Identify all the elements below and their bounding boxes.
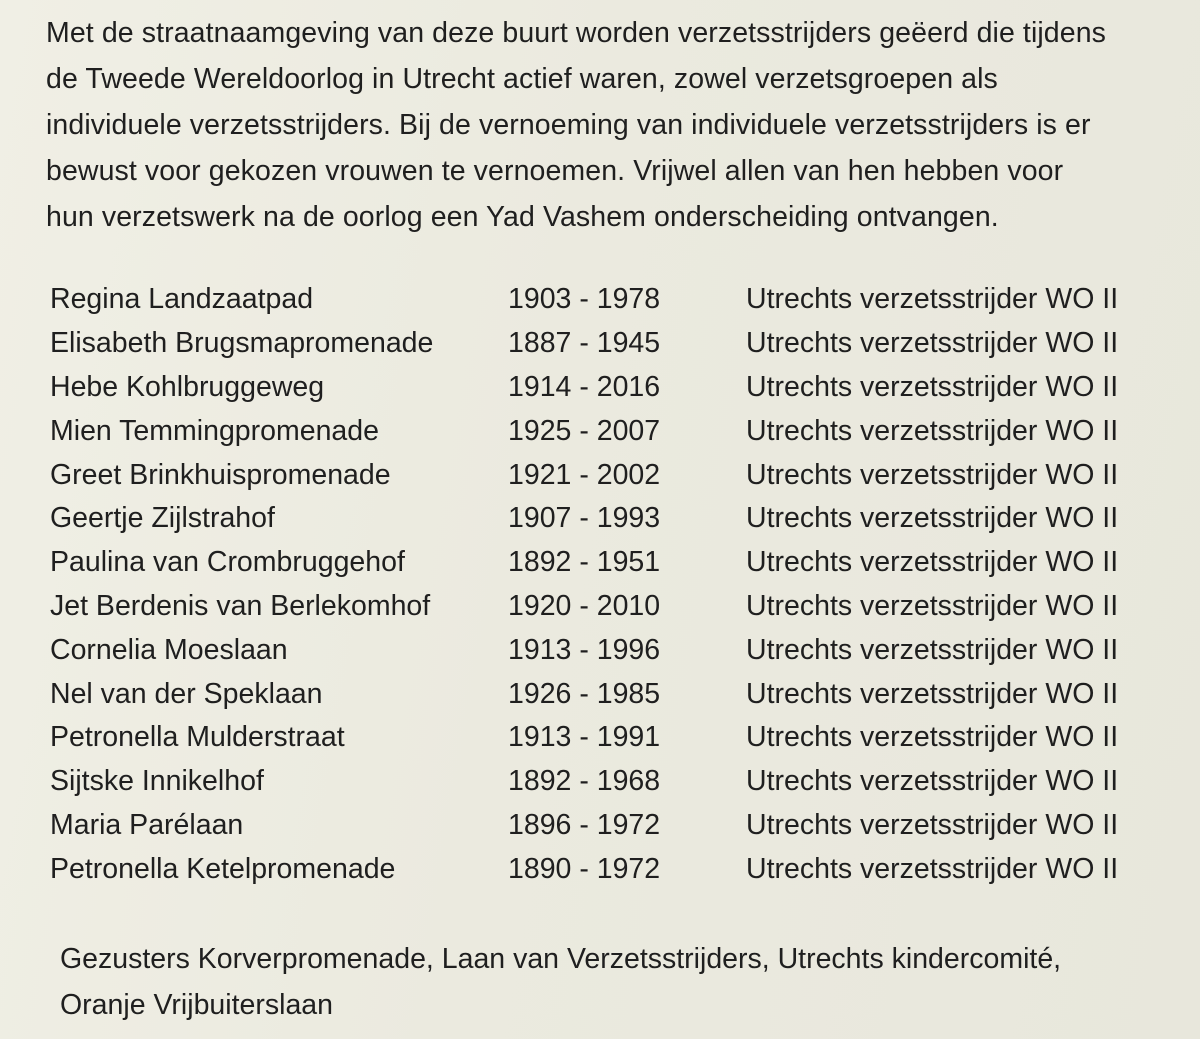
footer-line: Oranje Vrijbuiterslaan bbox=[60, 989, 333, 1021]
table-row bbox=[50, 409, 1160, 453]
life-years: 1913 - 1991 bbox=[508, 721, 661, 754]
life-years: 1907 - 1993 bbox=[508, 502, 661, 535]
table-row bbox=[50, 541, 1160, 585]
street-description: Utrechts verzetsstrijder WO II bbox=[746, 721, 1119, 754]
intro-line: bewust voor gekozen vrouwen te vernoemen. Vrijwel allen van hen hebben voor bbox=[46, 155, 1064, 187]
life-years: 1887 - 1945 bbox=[508, 327, 661, 360]
street-description: Utrechts verzetsstrijder WO II bbox=[746, 283, 1119, 316]
street-description: Utrechts verzetsstrijder WO II bbox=[746, 808, 1119, 841]
street-name: Cornelia Moeslaan bbox=[50, 633, 288, 666]
life-years: 1913 - 1996 bbox=[508, 633, 661, 666]
street-name: Regina Landzaatpad bbox=[50, 283, 314, 316]
street-description: Utrechts verzetsstrijder WO II bbox=[746, 677, 1119, 710]
table-row bbox=[50, 760, 1160, 804]
street-name: Sijtske Innikelhof bbox=[50, 765, 264, 798]
table-row bbox=[50, 672, 1160, 716]
street-name-table bbox=[50, 278, 1160, 891]
street-name: Petronella Mulderstraat bbox=[50, 721, 345, 754]
street-description: Utrechts verzetsstrijder WO II bbox=[746, 370, 1119, 403]
street-name: Elisabeth Brugsmapromenade bbox=[50, 327, 434, 360]
life-years: 1890 - 1972 bbox=[508, 852, 661, 885]
life-years: 1903 - 1978 bbox=[508, 283, 661, 316]
footer-paragraph bbox=[60, 936, 1170, 1028]
street-description: Utrechts verzetsstrijder WO II bbox=[746, 414, 1119, 447]
intro-line: de Tweede Wereldoorlog in Utrecht actief waren, zowel verzetsgroepen als bbox=[46, 63, 998, 95]
street-description: Utrechts verzetsstrijder WO II bbox=[746, 546, 1119, 579]
intro-line: Met de straatnaamgeving van deze buurt worden verzetsstrijders geëerd die tijdens bbox=[46, 17, 1107, 49]
street-name: Mien Temmingpromenade bbox=[50, 414, 379, 447]
street-description: Utrechts verzetsstrijder WO II bbox=[746, 502, 1119, 535]
intro-paragraph bbox=[46, 10, 1186, 240]
street-name: Nel van der Speklaan bbox=[50, 677, 323, 710]
street-description: Utrechts verzetsstrijder WO II bbox=[746, 852, 1119, 885]
life-years: 1925 - 2007 bbox=[508, 414, 661, 447]
intro-line: hun verzetswerk na de oorlog een Yad Vashem onderscheiding ontvangen. bbox=[46, 201, 999, 233]
life-years: 1926 - 1985 bbox=[508, 677, 661, 710]
table-row bbox=[50, 628, 1160, 672]
life-years: 1920 - 2010 bbox=[508, 589, 661, 622]
table-row bbox=[50, 453, 1160, 497]
street-description: Utrechts verzetsstrijder WO II bbox=[746, 589, 1119, 622]
table-row bbox=[50, 585, 1160, 629]
street-description: Utrechts verzetsstrijder WO II bbox=[746, 458, 1119, 491]
street-description: Utrechts verzetsstrijder WO II bbox=[746, 633, 1119, 666]
street-description: Utrechts verzetsstrijder WO II bbox=[746, 765, 1119, 798]
table-row bbox=[50, 716, 1160, 760]
street-name: Petronella Ketelpromenade bbox=[50, 852, 396, 885]
street-name: Geertje Zijlstrahof bbox=[50, 502, 275, 535]
life-years: 1914 - 2016 bbox=[508, 370, 661, 403]
street-name: Hebe Kohlbruggeweg bbox=[50, 370, 325, 403]
life-years: 1896 - 1972 bbox=[508, 808, 661, 841]
intro-line: individuele verzetsstrijders. Bij de vernoeming van individuele verzetsstrijders is er bbox=[46, 109, 1091, 141]
street-name: Greet Brinkhuispromenade bbox=[50, 458, 391, 491]
life-years: 1921 - 2002 bbox=[508, 458, 661, 491]
life-years: 1892 - 1951 bbox=[508, 546, 661, 579]
life-years: 1892 - 1968 bbox=[508, 765, 661, 798]
table-row bbox=[50, 322, 1160, 366]
table-row bbox=[50, 366, 1160, 410]
street-name: Maria Parélaan bbox=[50, 808, 244, 841]
table-row bbox=[50, 497, 1160, 541]
table-row bbox=[50, 804, 1160, 848]
street-description: Utrechts verzetsstrijder WO II bbox=[746, 327, 1119, 360]
street-name: Jet Berdenis van Berlekomhof bbox=[50, 589, 431, 622]
footer-line: Gezusters Korverpromenade, Laan van Verzetsstrijders, Utrechts kindercomité, bbox=[60, 943, 1062, 975]
street-name: Paulina van Crombruggehof bbox=[50, 546, 405, 579]
table-row bbox=[50, 278, 1160, 322]
table-row bbox=[50, 847, 1160, 891]
